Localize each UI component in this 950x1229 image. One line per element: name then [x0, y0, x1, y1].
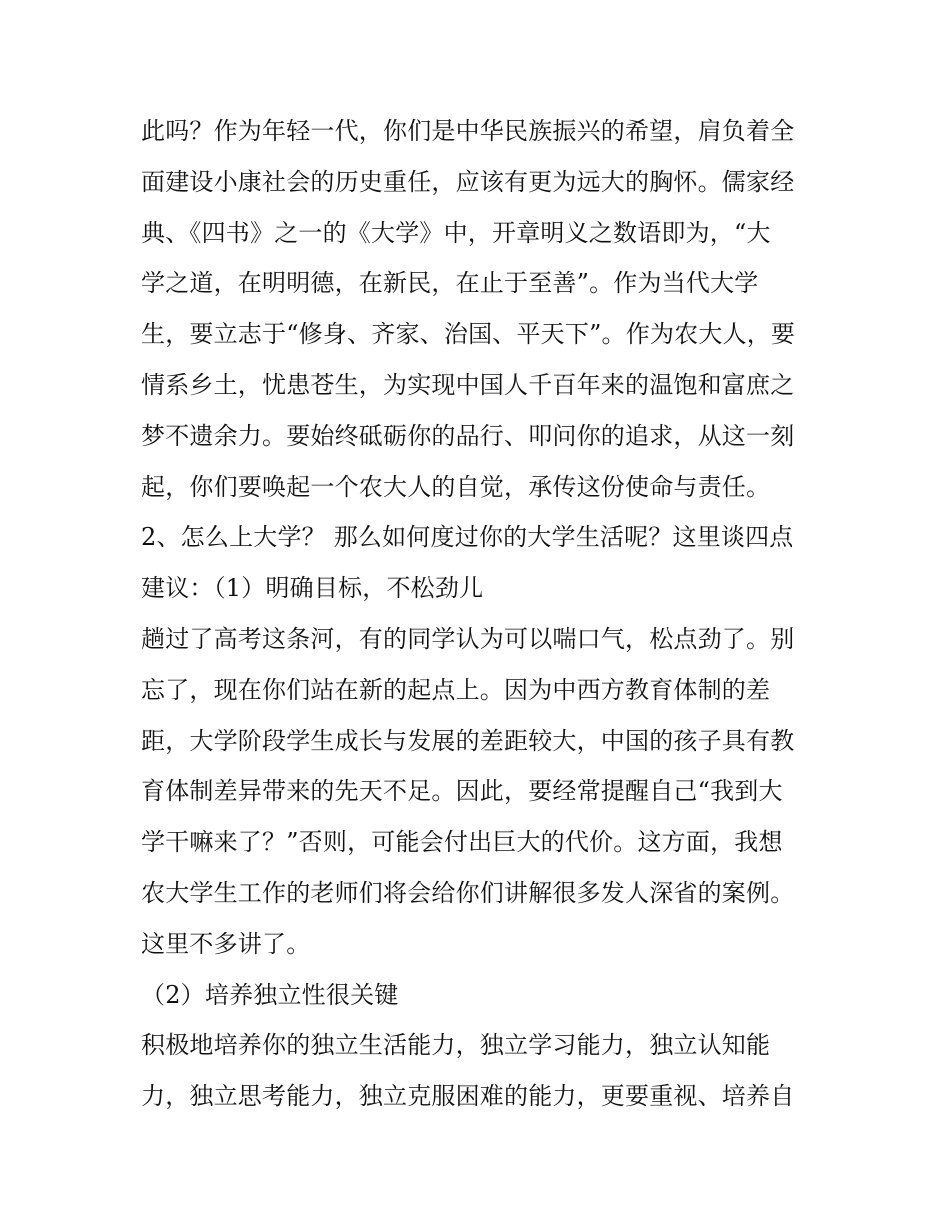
text-line: 面建设小康社会的历史重任，应该有更为远大的胸怀。儒家经 — [141, 167, 795, 196]
body-text — [141, 106, 821, 1122]
subsection-heading-line: （2）培养独立性很关键 — [141, 980, 399, 1009]
text-line: 此吗？作为年轻一代，你们是中华民族振兴的希望，肩负着全 — [141, 117, 795, 145]
text-line: 这里不多讲了。 — [141, 929, 311, 958]
text-line: 生，要立志于“修身、齐家、治国、平天下”。作为农大人，要 — [141, 320, 796, 349]
text-line: 忘了，现在你们站在新的起点上。因为中西方教育体制的差 — [141, 675, 771, 704]
text-line: 起，你们要唤起一个农大人的自觉，承传这份使命与责任。 — [141, 472, 771, 501]
text-line: 情系乡土，忧患苍生，为实现中国人千百年来的温饱和富庶之 — [141, 370, 795, 399]
text-line: 趟过了高考这条河，有的同学认为可以喘口气，松点劲了。别 — [141, 624, 795, 653]
text-line: 典、《四书》之一的《大学》中，开章明义之数语即为，“大 — [141, 218, 771, 247]
text-line: 学之道，在明明德，在新民，在止于至善”。作为当代大学 — [141, 269, 759, 298]
text-line: 农大学生工作的老师们将会给你们讲解很多发人深省的案例。 — [141, 878, 795, 907]
section-heading-line: 2、怎么上大学？ 那么如何度过你的大学生活呢？这里谈四点 — [141, 523, 794, 552]
subsection-heading-line: 建议：（1）明确目标，不松劲儿 — [141, 574, 484, 603]
text-line: 梦不遗余力。要始终砥砺你的品行、叩问你的追求，从这一刻 — [141, 421, 795, 450]
text-line: 距，大学阶段学生成长与发展的差距较大，中国的孩子具有教 — [141, 726, 795, 755]
text-line: 力，独立思考能力，独立克服困难的能力，更要重视、培养自 — [141, 1082, 795, 1111]
text-line: 学干嘛来了？”否则，可能会付出巨大的代价。这方面，我想 — [141, 828, 783, 857]
text-line: 积极地培养你的独立生活能力，独立学习能力，独立认知能 — [141, 1031, 771, 1060]
text-line: 育体制差异带来的先天不足。因此，要经常提醒自己“我到大 — [141, 777, 783, 806]
